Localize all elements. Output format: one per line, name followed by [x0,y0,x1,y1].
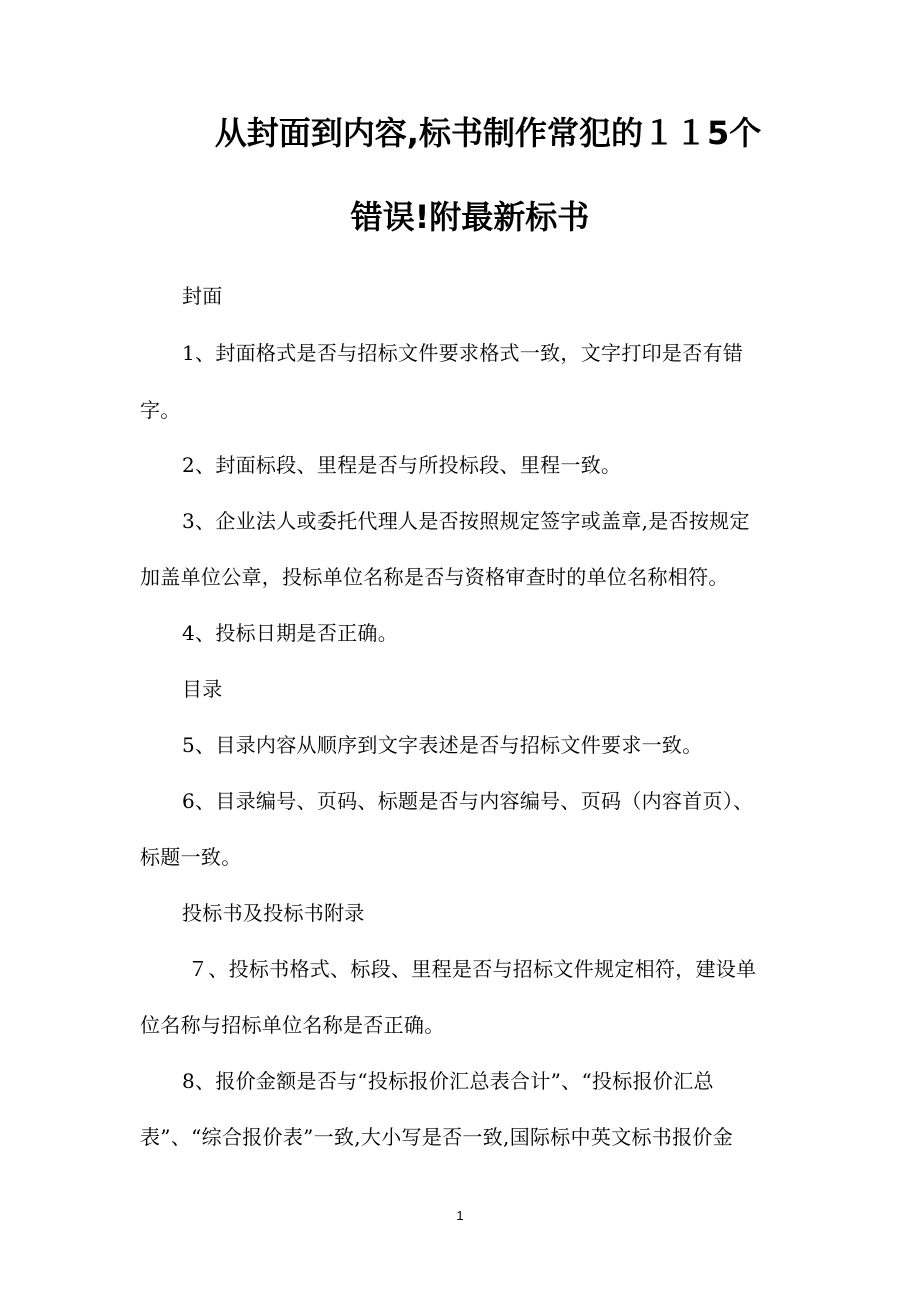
page-number: 1 [456,1208,464,1223]
paragraph-line: 1、封面格式是否与招标文件要求格式一致，文字打印是否有错 [182,341,744,365]
paragraph-line: 8、报价金额是否与“投标报价汇总表合计”、“投标报价汇总 [182,1069,714,1093]
document-title-line-1: 从封面到内容,标书制作常犯的１１5个 [214,114,762,152]
paragraph-line: 6、目录编号、页码、标题是否与内容编号、页码（内容首页）、 [182,789,754,813]
paragraph-line: 加盖单位公章，投标单位名称是否与资格审查时的单位名称相符。 [140,565,729,589]
document-title-line-2: 错误!附最新标书 [350,198,590,236]
paragraph-line: 位名称与招标单位名称是否正确。 [140,1013,445,1037]
paragraph-line: 标题一致。 [140,845,242,869]
paragraph-line: 4、投标日期是否正确。 [182,621,399,645]
paragraph-line: 字。 [140,398,181,422]
paragraph-line: 5、目录内容从顺序到文字表述是否与招标文件要求一致。 [182,733,703,757]
paragraph-line: 3、企业法人或委托代理人是否按照规定签字或盖章,是否按规定 [182,509,750,533]
section-heading-tender-letter: 投标书及投标书附录 [182,901,365,925]
section-heading-contents: 目录 [182,677,223,701]
paragraph-line: 2、封面标段、里程是否与所投标段、里程一致。 [182,453,622,477]
section-heading-cover: 封面 [182,284,223,308]
paragraph-line: 表”、“综合报价表”一致,大小写是否一致,国际标中英文标书报价金 [140,1125,733,1149]
paragraph-line: ７、投标书格式、标段、里程是否与招标文件规定相符，建设单 [188,957,757,981]
